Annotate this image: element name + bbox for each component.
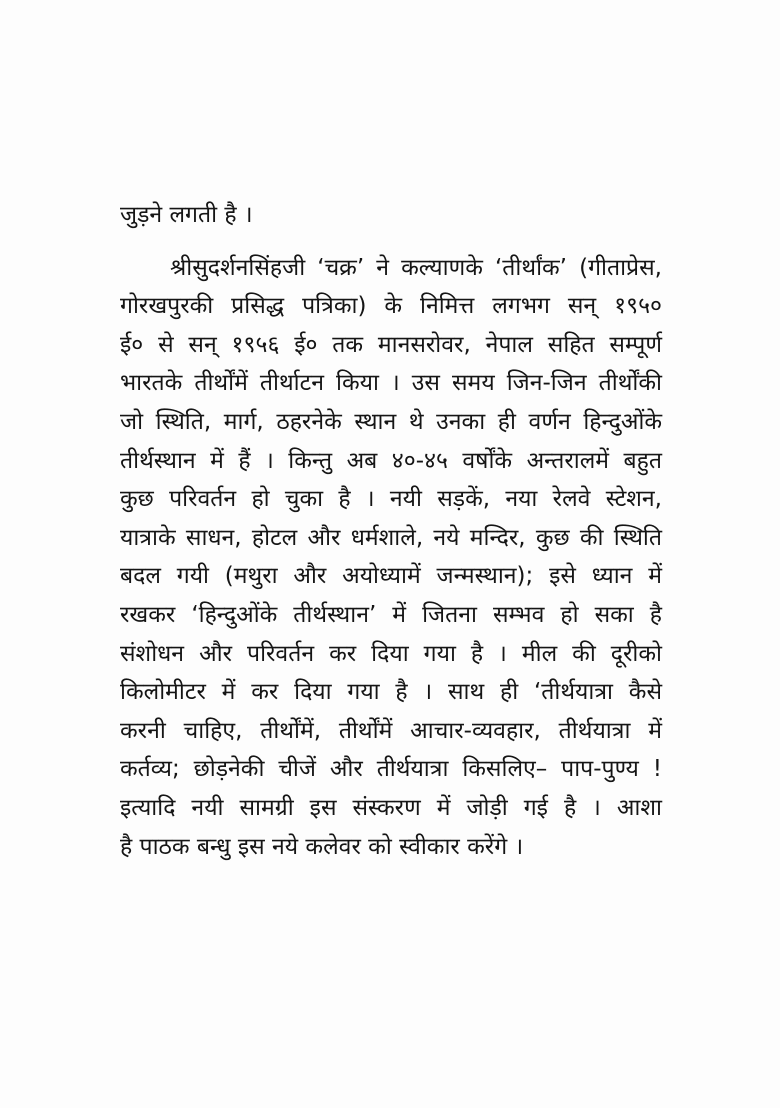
text-line: ई० से सन् १९५६ ई० तक मानसरोवर, नेपाल सहित सम्पूर्ण xyxy=(120,332,662,358)
text-line: संशोधन और परिवर्तन कर दिया गया है । मील की दूरीको xyxy=(120,641,662,667)
text-line: इत्यादि नयी सामग्री इस संस्करण में जोड़ी गई है । आशा xyxy=(120,795,662,821)
text-line: कर्तव्य; छोड़नेकी चीजें और तीर्थयात्रा किसलिए– पाप-पुण्य ! xyxy=(120,756,662,782)
paragraph-first-line: श्रीसुदर्शनसिंहजी ‘चक्र’ ने कल्याणके ‘तीर्थांक’ (गीताप्रेस, xyxy=(170,255,662,281)
text-line: तीर्थस्थान में हैं । किन्तु अब ४०-४५ वर्षोंके अन्तरालमें बहुत xyxy=(120,448,662,474)
text-line: कुछ परिवर्तन हो चुका है । नयी सड़कें, नया रेलवे स्टेशन, xyxy=(120,486,662,512)
text-line: यात्राके साधन, होटल और धर्मशाले, नये मन्दिर, कुछ की स्थिति xyxy=(120,525,662,551)
text-line-continuation: जुड़ने लगती है । xyxy=(120,202,253,228)
text-line: जो स्थिति, मार्ग, ठहरनेके स्थान थे उनका ही वर्णन हिन्दुओंके xyxy=(120,409,662,435)
text-line: किलोमीटर में कर दिया गया है । साथ ही ‘तीर्थयात्रा कैसे xyxy=(120,679,662,705)
text-line: भारतके तीर्थोंमें तीर्थाटन किया । उस समय जिन-जिन तीर्थोंकी xyxy=(120,370,662,396)
text-line: करनी चाहिए, तीर्थोंमें, तीर्थोंमें आचार-व्यवहार, तीर्थयात्रा में xyxy=(120,718,662,744)
text-line: रखकर ‘हिन्दुओंके तीर्थस्थान’ में जितना सम्भव हो सका है xyxy=(120,602,662,628)
text-line-last: है पाठक बन्धु इस नये कलेवर को स्वीकार करेंगे । xyxy=(120,834,524,860)
text-line: गोरखपुरकी प्रसिद्ध पत्रिका) के निमित्त लगभग सन् १९५० xyxy=(120,293,662,319)
text-line: बदल गयी (मथुरा और अयोध्यामें जन्मस्थान); इसे ध्यान में xyxy=(120,563,662,589)
